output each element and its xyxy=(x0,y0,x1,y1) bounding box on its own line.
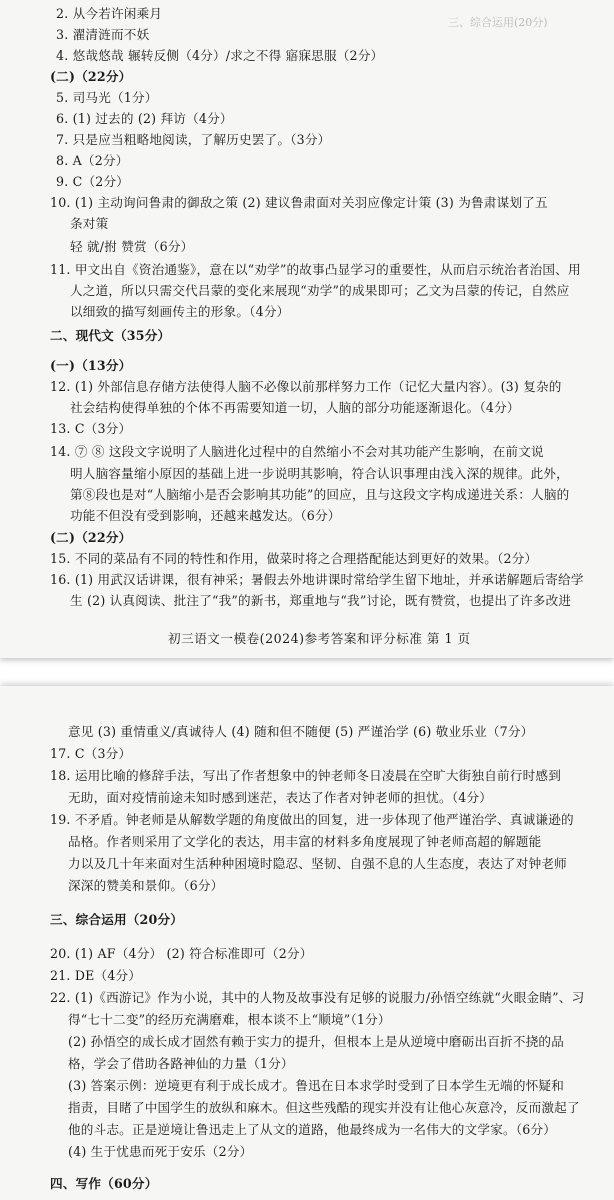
section-heading: (一)（13分） xyxy=(50,358,132,373)
text-line: 13. C（3分） xyxy=(50,421,132,436)
text-line: 2. 从今若许闲乘月 xyxy=(56,6,163,21)
text-line: 人之道，所以只需交代吕蒙的变化来展现“劝学”的成果即可；乙文为吕蒙的传记，自然应 xyxy=(70,283,570,298)
answer-sheet-page-2 xyxy=(0,686,614,1200)
text-line: 3. 濯清涟而不妖 xyxy=(56,27,150,42)
text-line: 指责，目睹了中国学生的放纵和麻木。但这些残酷的现实并没有让他心灰意冷，反而激起了 xyxy=(68,1100,580,1115)
text-line: 格，学会了借助各路神仙的力量（1分） xyxy=(68,1056,294,1071)
text-line: 他的斗志。正是逆境让鲁迅走上了从文的道路，他最终成为一名伟大的文学家。（6分） xyxy=(68,1122,557,1137)
text-line: (3) 答案示例：逆境更有利于成长成才。鲁迅在日本求学时受到了日本学生无端的怀疑和 xyxy=(68,1078,565,1093)
text-line: 17. C（3分） xyxy=(50,746,132,761)
text-line: 22. (1)《西游记》作为小说，其中的人物及故事没有足够的说服力/孙悟空练就“火眼金睛”、习 xyxy=(50,990,585,1005)
text-line: 9. C（2分） xyxy=(56,174,130,189)
text-line: 得“七十二变”的经历充满磨难，根本谈不上“顺境”（1分） xyxy=(68,1012,391,1027)
text-line: 力以及几十年来面对生活种种困境时隐忍、坚韧、自强不息的人生态度，表达了对钟老师 xyxy=(68,856,567,871)
text-line: 11. 甲文出自《资治通鉴》，意在以“劝学”的故事凸显学习的重要性，从而启示统治者治国、用 xyxy=(50,262,581,277)
text-line: 19. 不矛盾。钟老师是从解数学题的角度做出的回复，进一步体现了他严谨治学、真诚谦逊的 xyxy=(50,812,574,827)
text-line: 6. (1) 过去的 (2) 拜访（4分） xyxy=(56,111,233,126)
text-line: 深深的赞美和景仰。（6分） xyxy=(68,878,224,893)
text-line: 品格。作者则采用了文学化的表达，用丰富的材料多角度展现了钟老师高超的解题能 xyxy=(68,834,542,849)
text-line: 16. (1) 用武汉话讲课，很有神采；暑假去外地讲课时常给学生留下地址，并承诺解题后寄给学 xyxy=(50,572,584,587)
text-line: 生 (2) 认真阅读、批注了“我”的新书，郑重地与“我”讨论，既有赞赏，也提出了许多改进 xyxy=(70,593,572,608)
section-heading: (二)（22分） xyxy=(50,530,132,545)
text-line: 5. 司马光（1分） xyxy=(56,90,158,105)
text-line: 第⑧段也是对“人脑缩小是否会影响其功能”的回应，且与这段文字构成递进关系：人脑的 xyxy=(70,487,570,502)
text-line: 功能不但没有受到影响，还越来越发达。（6分） xyxy=(70,508,341,523)
section-heading: 三、综合运用（20分） xyxy=(50,912,184,927)
text-line: (4) 生于忧患而死于安乐（2分） xyxy=(68,1144,253,1159)
text-line: 条对策 xyxy=(70,216,109,231)
text-line: (2) 孙悟空的成长成才固然有赖于实力的提升，但根本上是从逆境中磨砺出百折不挠的品 xyxy=(68,1034,565,1049)
text-line: 14. ⑦ ⑧ 这段文字说明了人脑进化过程中的自然缩小不会对其功能产生影响，在前文说 xyxy=(50,444,544,459)
text-line: 7. 只是应当粗略地阅读，了解历史罢了。（3分） xyxy=(56,132,331,147)
text-line: 20. (1) AF（4分） (2) 符合标准即可（2分） xyxy=(50,946,313,961)
text-line: 18. 运用比喻的修辞手法，写出了作者想象中的钟老师冬日凌晨在空旷大街独自前行时感到 xyxy=(50,768,561,783)
text-line: 轻 就/拊 赞赏（6分） xyxy=(70,239,194,254)
page-footer: 初三语文一模卷(2024)参考答案和评分标准 第 1 页 xyxy=(168,631,471,646)
section-heading: 二、现代文（35分） xyxy=(50,328,171,343)
text-line: 10. (1) 主动询问鲁肃的御敌之策 (2) 建议鲁肃面对关羽应像定计策 (3) 为鲁肃谋划了五 xyxy=(50,195,548,210)
section-heading: (二)（22分） xyxy=(50,69,132,84)
text-line: 21. DE（4分） xyxy=(50,968,142,983)
text-line: 无助，面对疫情前途未知时感到迷茫，表达了作者对钟老师的担忧。（4分） xyxy=(68,790,493,805)
text-line: 8. A（2分） xyxy=(56,153,129,168)
section-heading: 四、写作（60分） xyxy=(50,1176,158,1191)
text-line: 4. 悠哉悠哉 辗转反侧（4分）/求之不得 寤寐思服（2分） xyxy=(56,48,384,63)
text-line: 社会结构使得单独的个体不再需要知道一切，人脑的部分功能逐渐退化。（4分） xyxy=(70,400,520,415)
bleed-through-text: 三、综合运用(20分) xyxy=(448,16,548,29)
text-line: 明人脑容量缩小原因的基础上进一步说明其影响，符合认识事理由浅入深的规律。此外， xyxy=(70,466,569,481)
text-line: 12. (1) 外部信息存储方法使得人脑不必像以前那样努力工作（记忆大量内容）。(3) 复杂的 xyxy=(50,379,562,394)
text-line: 以细致的描写刻画传主的形象。（4分） xyxy=(70,304,290,319)
text-line: 意见 (3) 重情重义/真诚待人 (4) 随和但不随便 (5) 严谨治学 (6) 敬业乐业（7分） xyxy=(68,724,534,739)
text-line: 15. 不同的菜品有不同的特性和作用，做菜时将之合理搭配能达到更好的效果。（2分） xyxy=(50,551,538,566)
